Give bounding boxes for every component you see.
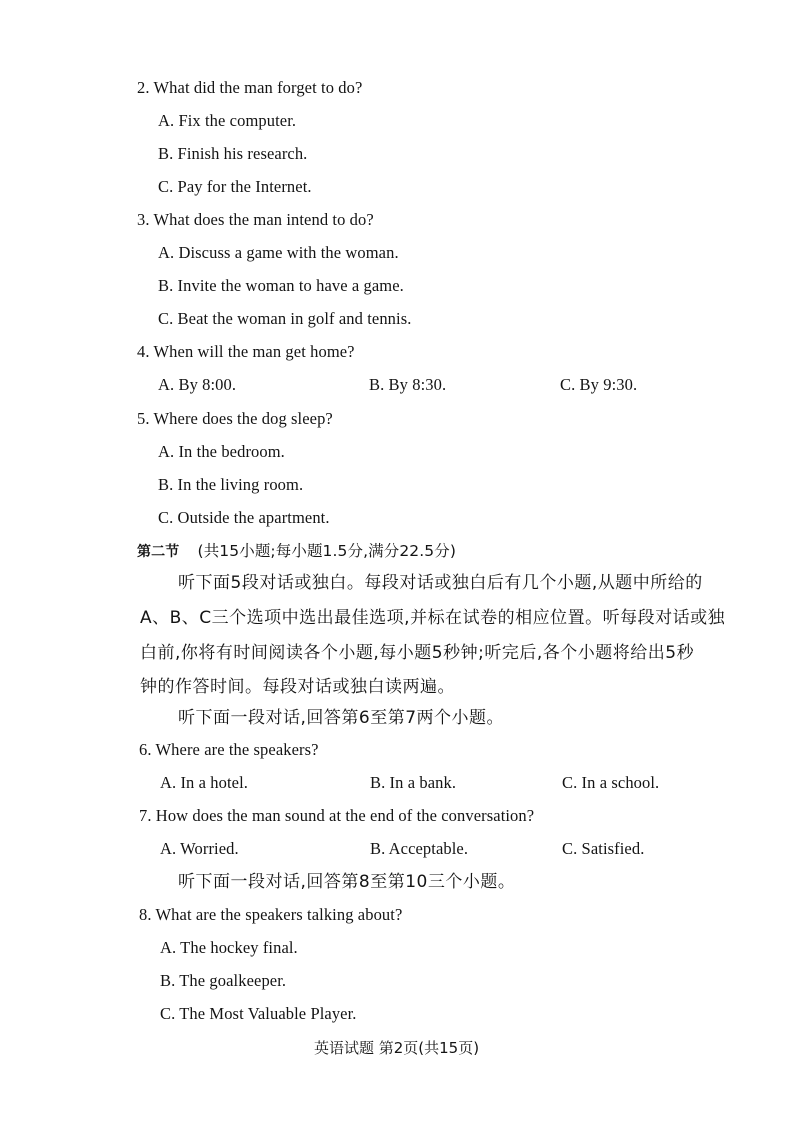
question-5-option-b: B. In the living room. <box>158 475 304 494</box>
instructions-line-1: 听下面5段对话或独白。每段对话或独白后有几个小题,从题中所给的 <box>178 573 703 593</box>
question-8-stem: 8. What are the speakers talking about? <box>139 905 403 924</box>
question-8-option-a: A. The hockey final. <box>160 938 298 957</box>
question-6-stem: 6. Where are the speakers? <box>139 740 319 759</box>
section-2-header <box>137 541 456 562</box>
question-4-option-c: C. By 9:30. <box>560 375 638 394</box>
question-3-option-c: C. Beat the woman in golf and tennis. <box>158 309 412 328</box>
question-7-option-a: A. Worried. <box>160 839 239 858</box>
question-2-option-b: B. Finish his research. <box>158 144 308 163</box>
dialogue-prompt-8-10: 听下面一段对话,回答第8至第10三个小题。 <box>178 872 516 892</box>
question-2-option-c: C. Pay for the Internet. <box>158 177 312 196</box>
question-5-option-a: A. In the bedroom. <box>158 442 285 461</box>
question-4-option-a: A. By 8:00. <box>158 375 237 394</box>
question-4-stem: 4. When will the man get home? <box>137 342 355 361</box>
question-5-option-c: C. Outside the apartment. <box>158 508 330 527</box>
question-3-option-a: A. Discuss a game with the woman. <box>158 243 399 262</box>
instructions-line-4: 钟的作答时间。每段对话或独白读两遍。 <box>140 677 455 697</box>
question-5-stem: 5. Where does the dog sleep? <box>137 409 333 428</box>
question-8-option-b: B. The goalkeeper. <box>160 971 287 990</box>
question-2-option-a: A. Fix the computer. <box>158 111 297 130</box>
question-6-option-a: A. In a hotel. <box>160 773 249 792</box>
question-7-option-c: C. Satisfied. <box>562 839 645 858</box>
question-7-stem: 7. How does the man sound at the end of the conversation? <box>139 806 535 825</box>
question-6-option-c: C. In a school. <box>562 773 660 792</box>
question-7-option-b: B. Acceptable. <box>370 839 469 858</box>
question-8-option-c: C. The Most Valuable Player. <box>160 1004 357 1023</box>
instructions-line-2: A、B、C三个选项中选出最佳选项,并标在试卷的相应位置。听每段对话或独 <box>140 608 726 628</box>
question-3-option-b: B. Invite the woman to have a game. <box>158 276 404 295</box>
question-3-stem: 3. What does the man intend to do? <box>137 210 374 229</box>
question-6-option-b: B. In a bank. <box>370 773 457 792</box>
instructions-line-3: 白前,你将有时间阅读各个小题,每小题5秒钟;听完后,各个小题将给出5秒 <box>140 643 695 663</box>
question-4-option-b: B. By 8:30. <box>369 375 447 394</box>
section-2-title: 第二节 <box>137 544 180 560</box>
section-2-note: (共15小题;每小题1.5分,满分22.5分) <box>197 542 456 560</box>
page-footer: 英语试题 第2页(共15页) <box>313 1039 480 1057</box>
question-2-stem: 2. What did the man forget to do? <box>137 78 363 97</box>
dialogue-prompt-6-7: 听下面一段对话,回答第6至第7两个小题。 <box>178 708 505 728</box>
